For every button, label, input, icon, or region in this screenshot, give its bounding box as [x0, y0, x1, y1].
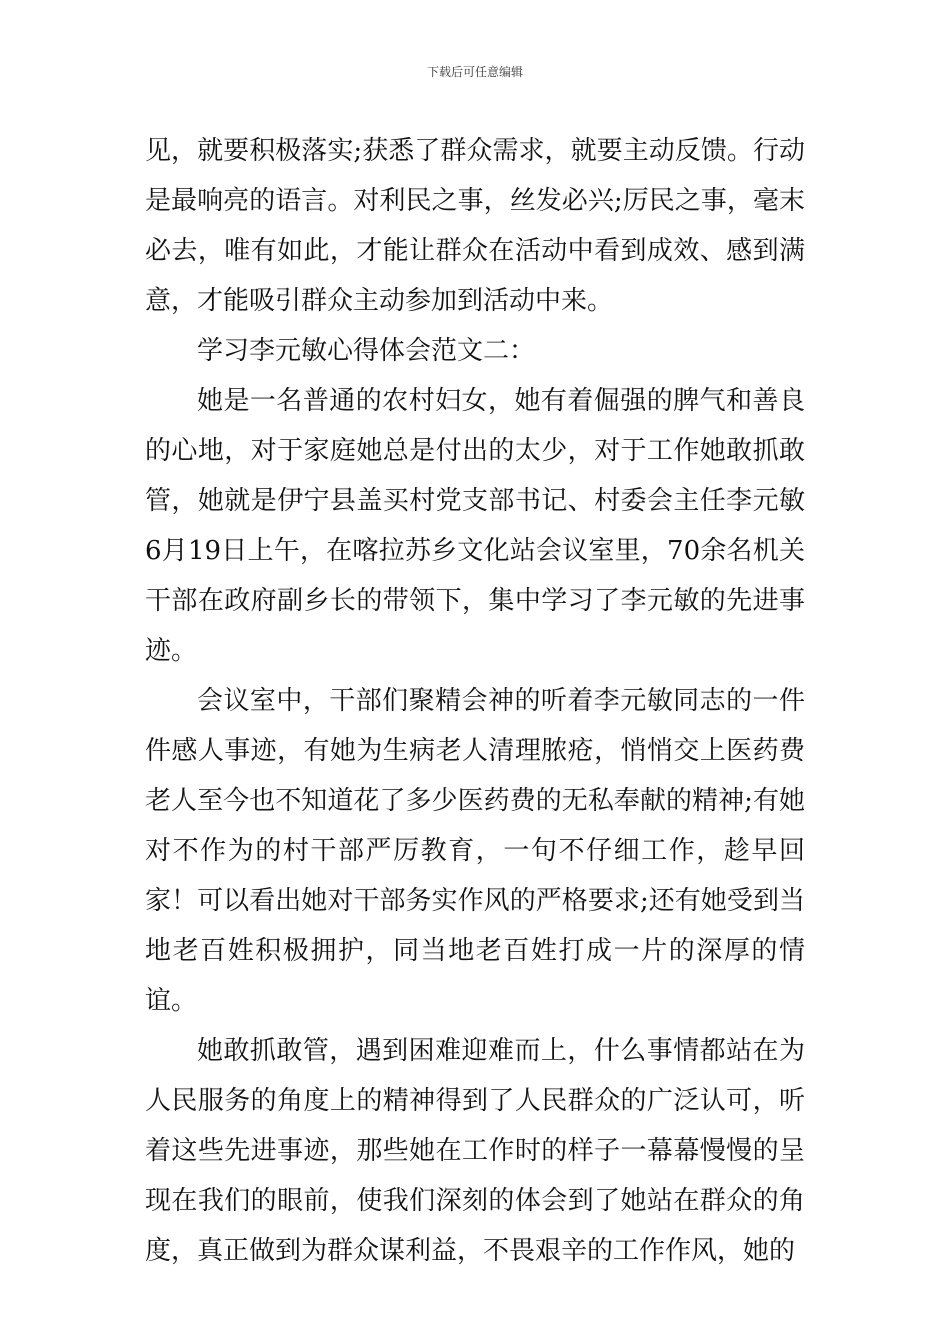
paragraph-3: 会议室中，干部们聚精会神的听着李元敏同志的一件件感人事迹，有她为生病老人清理脓疮，悄悄交上医药费老人至今也不知道花了多少医药费的无私奉献的精神;有她对不作为的村干部严厉教育，一句不仔细工作，趁早回家！可以看出她对干部务实作风的严格要求;还有她受到当地老百姓积极拥护，同当地老百姓打成一片的深厚的情谊。: [145, 686, 805, 1016]
page-header: 下载后可任意编辑: [426, 65, 523, 79]
paragraph-4: 她敢抓敢管，遇到困难迎难而上，什么事情都站在为人民服务的角度上的精神得到了人民群众的广泛认可，听着这些先进事迹，那些她在工作时的样子一幕幕慢慢的呈现在我们的眼前，使我们深刻的体会到了她站在群众的角度，真正做到为群众谋利益，不畏艰辛的工作作风，她的: [145, 1036, 805, 1266]
document-body: [145, 126, 805, 1276]
section-heading: 学习李元敏心得体会范文二：: [197, 336, 536, 366]
paragraph-2: 她是一名普通的农村妇女，她有着倔强的脾气和善良的心地，对于家庭她总是付出的太少，对于工作她敢抓敢管，她就是伊宁县盖买村党支部书记、村委会主任李元敏6月19日上午，在喀拉苏乡文化站会议室里，70余名机关干部在政府副乡长的带领下，集中学习了李元敏的先进事迹。: [145, 386, 805, 666]
paragraph-1: 见，就要积极落实;获悉了群众需求，就要主动反馈。行动是最响亮的语言。对利民之事，丝发必兴;厉民之事，毫末必去，唯有如此，才能让群众在活动中看到成效、感到满意，才能吸引群众主动参加到活动中来。: [145, 136, 805, 316]
